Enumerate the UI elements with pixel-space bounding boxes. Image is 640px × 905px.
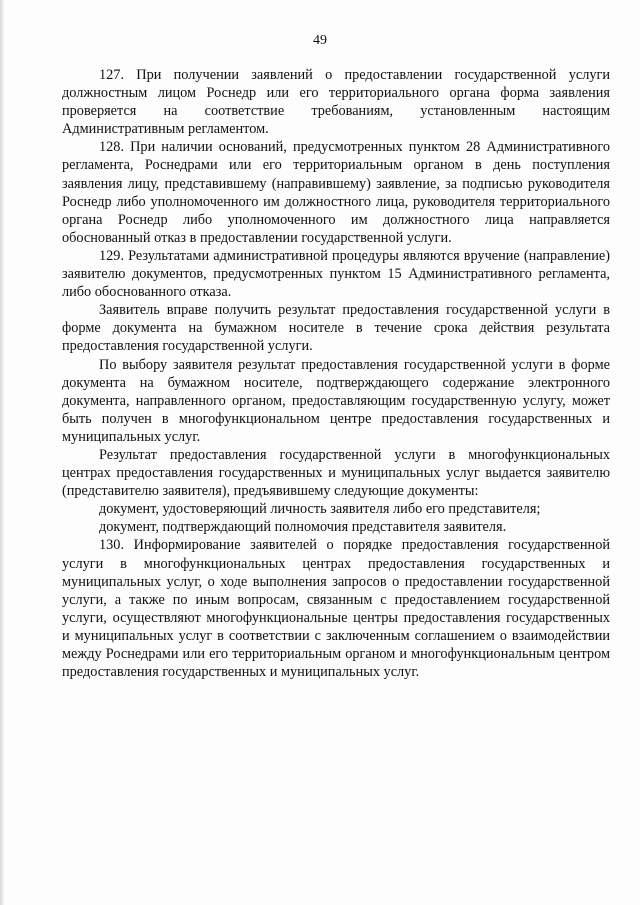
- paragraph-result-mfc-issue: Результат предоставления государственной услуги в многофункциональных центрах предоставления государственных и муниципальных услуг выдается заявителю (представителю заявителя), предъявившему следующие документы:: [62, 446, 610, 500]
- paragraph-127: 127. При получении заявлений о предоставлении государственной услуги должностным лицом Роснедр или его территориального органа форма заявления проверяется на соответствие требованиям, установленным настоящим Административным регламентом.: [62, 67, 610, 138]
- paragraph-128: 128. При наличии оснований, предусмотренных пунктом 28 Административного регламента, Роснедрами или его территориальным органом в день поступления заявления лицу, представившему (направившему) заявление, за подписью руководителя Роснедр либо уполномоченного им должностного лица, руководителя территориального органа Роснедр либо уполномоченного им должностного лица направляется обоснованный отказ в предоставлении государственной услуги.: [62, 139, 610, 246]
- page-number: 49: [313, 33, 327, 48]
- paragraph-130: 130. Информирование заявителей о порядке предоставления государственной услуги в многофункциональных центрах предоставления государственных и муниципальных услуг, о ходе выполнения запросов о предоставлении государственной услуги, а также по иным вопросам, связанным с предоставлением государственной услуги, осуществляют многофункциональные центры предоставления государственных и муниципальных услуг в соответствии с заключенным соглашением о взаимодействии между Роснедрами или его территориальным органом и многофункциональным центром предоставления государственных и муниципальных услуг.: [62, 537, 610, 681]
- paragraph-result-mfc-choice: По выбору заявителя результат предоставления государственной услуги в форме документа на бумажном носителе, подтверждающего содержание электронного документа, направленного органом, предоставляющим государственную услугу, может быть получен в многофункциональном центре предоставления государственных и муниципальных услуг.: [62, 356, 610, 445]
- paragraph-result-paper-form: Заявитель вправе получить результат предоставления государственной услуги в форме документа на бумажном носителе в течение срока действия результата предоставления государственной услуги.: [62, 302, 610, 355]
- document-body: [62, 66, 610, 681]
- paragraph-document-identity: документ, удостоверяющий личность заявителя либо его представителя;: [99, 501, 541, 518]
- scan-edge-shadow: [0, 0, 4, 905]
- paragraph-129: 129. Результатами административной процедуры являются вручение (направление) заявителю документов, предусмотренных пунктом 15 Административного регламента, либо обоснованного отказа.: [62, 247, 610, 301]
- paragraph-document-authority: документ, подтверждающий полномочия представителя заявителя.: [99, 519, 507, 536]
